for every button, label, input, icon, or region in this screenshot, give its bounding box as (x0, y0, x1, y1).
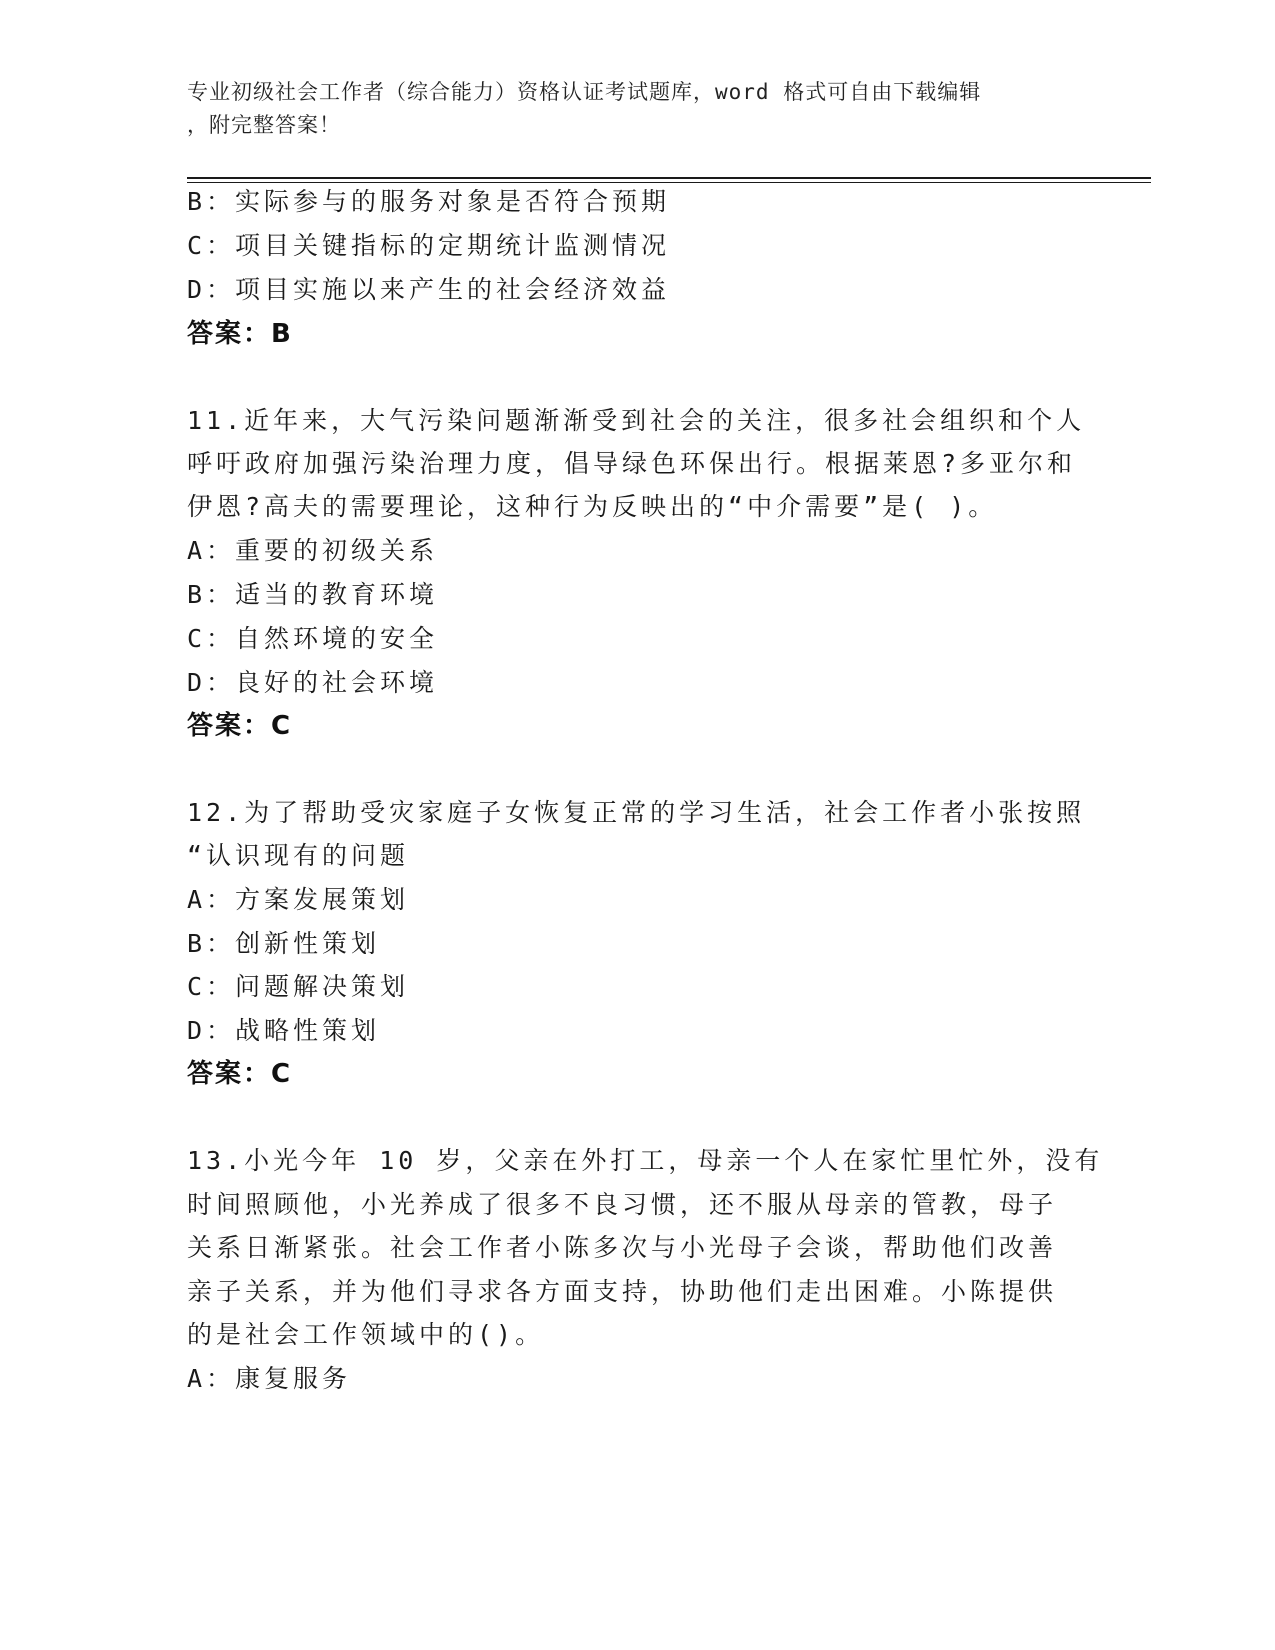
q11-stem-line-2: 呼吁政府加强污染治理力度，倡导绿色环保出行。根据莱恩?多亚尔和 (187, 449, 1077, 478)
page-header (187, 76, 1067, 142)
q13-stem-line-3: 关系日渐紧张。社会工作者小陈多次与小光母子会谈，帮助他们改善 (187, 1233, 1058, 1262)
q11-stem-line-3: 伊恩?高夫的需要理论，这种行为反映出的“中介需要”是( )。 (187, 492, 998, 521)
q13-stem-line-1: 13.小光今年 10 岁，父亲在外打工，母亲一个人在家忙里忙外，没有 (187, 1146, 1104, 1175)
header-line-1: 专业初级社会工作者（综合能力）资格认证考试题库，word 格式可自由下载编辑 (187, 80, 982, 104)
q13-stem-line-2: 时间照顾他，小光养成了很多不良习惯，还不服从母亲的管教，母子 (187, 1190, 1058, 1219)
q13-stem-line-4: 亲子关系，并为他们寻求各方面支持，协助他们走出困难。小陈提供 (187, 1277, 1058, 1306)
q11-stem-line-1: 11.近年来，大气污染问题渐渐受到社会的关注，很多社会组织和个人 (187, 406, 1086, 435)
q13-option-a: A：康复服务 (187, 1364, 352, 1393)
q11-option-d: D：良好的社会环境 (187, 668, 439, 697)
q12-option-b: B：创新性策划 (187, 929, 381, 958)
header-rule-thin (187, 182, 1151, 183)
q10-option-b: B：实际参与的服务对象是否符合预期 (187, 187, 671, 216)
q12-option-c: C：问题解决策划 (187, 972, 410, 1001)
q11-answer: 答案：C (187, 711, 293, 741)
q12-stem-line-2: “认识现有的问题 (187, 841, 410, 870)
q12-stem-line-1: 12.为了帮助受灾家庭子女恢复正常的学习生活，社会工作者小张按照 (187, 798, 1086, 827)
q10-answer: 答案：B (187, 319, 293, 349)
q12-option-d: D：战略性策划 (187, 1016, 381, 1045)
q11-option-c: C：自然环境的安全 (187, 624, 439, 653)
q11-option-a: A：重要的初级关系 (187, 536, 439, 565)
q13-stem-line-5: 的是社会工作领域中的()。 (187, 1320, 545, 1349)
q12-answer: 答案：C (187, 1059, 293, 1089)
q12-option-a: A：方案发展策划 (187, 885, 410, 914)
q11-option-b: B：适当的教育环境 (187, 580, 439, 609)
header-rule-thick (187, 177, 1151, 179)
q10-option-d: D：项目实施以来产生的社会经济效益 (187, 275, 671, 304)
q10-option-c: C：项目关键指标的定期统计监测情况 (187, 231, 671, 260)
header-line-2: ，附完整答案！ (187, 113, 341, 137)
